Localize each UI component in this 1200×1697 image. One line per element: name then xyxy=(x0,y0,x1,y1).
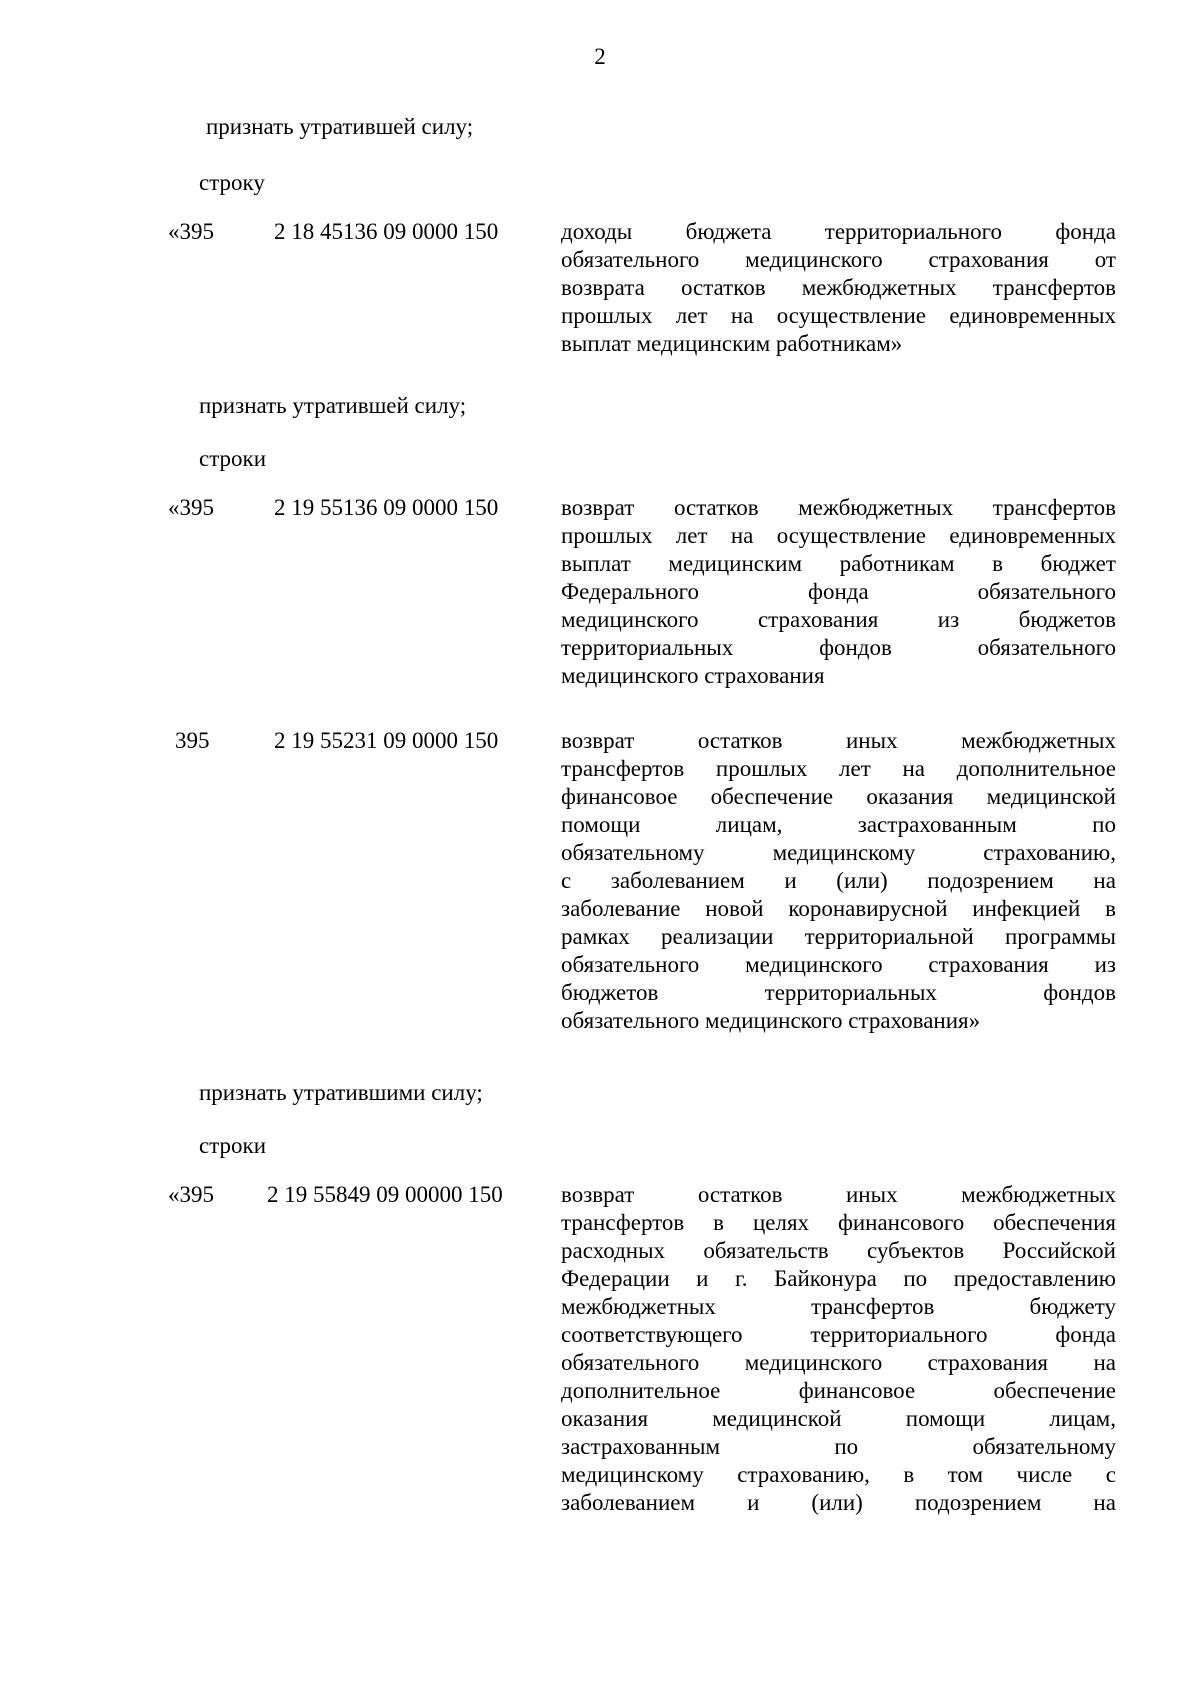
description-line: обязательному медицинскому страхованию, xyxy=(561,840,1116,865)
description-line: дополнительное финансовое обеспечение xyxy=(561,1378,1116,1403)
paragraph-repeal-3: признать утратившими силу; xyxy=(199,1080,483,1105)
row-description xyxy=(561,218,1116,358)
description-line: медицинскому страхованию, в том числе с xyxy=(561,1462,1116,1487)
description-line: Федерального фонда обязательного xyxy=(561,579,1116,604)
admin-code: «395 xyxy=(168,495,214,520)
description-line: заболевание новой коронавирусной инфекцией в xyxy=(561,896,1116,921)
description-line: обязательного медицинского страхования» xyxy=(561,1008,981,1033)
budget-code: 2 19 55136 09 0000 150 xyxy=(274,495,499,520)
description-line: трансфертов в целях финансового обеспечения xyxy=(561,1210,1116,1235)
description-line: межбюджетных трансфертов бюджету xyxy=(561,1294,1116,1319)
paragraph-repeal-2: признать утратившей силу; xyxy=(199,393,467,418)
description-line: помощи лицам, застрахованным по xyxy=(561,812,1116,837)
description-line: оказания медицинской помощи лицам, xyxy=(561,1406,1116,1431)
row-description xyxy=(561,727,1116,1035)
row-description xyxy=(561,494,1116,690)
description-line: медицинского страхования из бюджетов xyxy=(561,607,1116,632)
description-line: выплат медицинским работникам в бюджет xyxy=(561,551,1116,576)
budget-code: 2 19 55849 09 00000 150 xyxy=(267,1182,503,1207)
description-line: территориальных фондов обязательного xyxy=(561,635,1116,660)
description-line: финансовое обеспечение оказания медицинской xyxy=(561,784,1116,809)
description-line: медицинского страхования xyxy=(561,663,825,688)
description-line: обязательного медицинского страхования на xyxy=(561,1350,1116,1375)
description-line: заболеванием и (или) подозрением на xyxy=(561,1490,1116,1515)
description-line: с заболеванием и (или) подозрением на xyxy=(561,868,1116,893)
description-line: доходы бюджета территориального фонда xyxy=(561,219,1116,244)
description-line: Федерации и г. Байконура по предоставлению xyxy=(561,1266,1116,1291)
paragraph-line-label-3: строки xyxy=(199,1133,267,1158)
page-number: 2 xyxy=(594,44,606,69)
description-line: соответствующего территориального фонда xyxy=(561,1322,1116,1347)
budget-code: 2 19 55231 09 0000 150 xyxy=(274,728,499,753)
description-line: расходных обязательств субъектов Российской xyxy=(561,1238,1116,1263)
description-line: возврат остатков иных межбюджетных xyxy=(561,728,1116,753)
budget-code: 2 18 45136 09 0000 150 xyxy=(274,219,499,244)
admin-code: 395 xyxy=(175,728,210,753)
row-description xyxy=(561,1181,1116,1517)
description-line: прошлых лет на осуществление единовременных xyxy=(561,303,1116,328)
description-line: возврата остатков межбюджетных трансфертов xyxy=(561,275,1116,300)
description-line: застрахованным по обязательному xyxy=(561,1434,1116,1459)
description-line: выплат медицинским работникам» xyxy=(561,331,903,356)
paragraph-line-label-2: строки xyxy=(199,446,267,471)
description-line: прошлых лет на осуществление единовременных xyxy=(561,523,1116,548)
paragraph-repeal-1: признать утратившей силу; xyxy=(206,114,474,139)
admin-code: «395 xyxy=(168,1182,214,1207)
admin-code: «395 xyxy=(168,219,214,244)
description-line: трансфертов прошлых лет на дополнительное xyxy=(561,756,1116,781)
description-line: бюджетов территориальных фондов xyxy=(561,980,1116,1005)
description-line: рамках реализации территориальной программы xyxy=(561,924,1116,949)
description-line: обязательного медицинского страхования из xyxy=(561,952,1116,977)
description-line: обязательного медицинского страхования от xyxy=(561,247,1116,272)
description-line: возврат остатков иных межбюджетных xyxy=(561,1182,1116,1207)
description-line: возврат остатков межбюджетных трансфертов xyxy=(561,495,1116,520)
paragraph-line-label-1: строку xyxy=(199,170,265,195)
